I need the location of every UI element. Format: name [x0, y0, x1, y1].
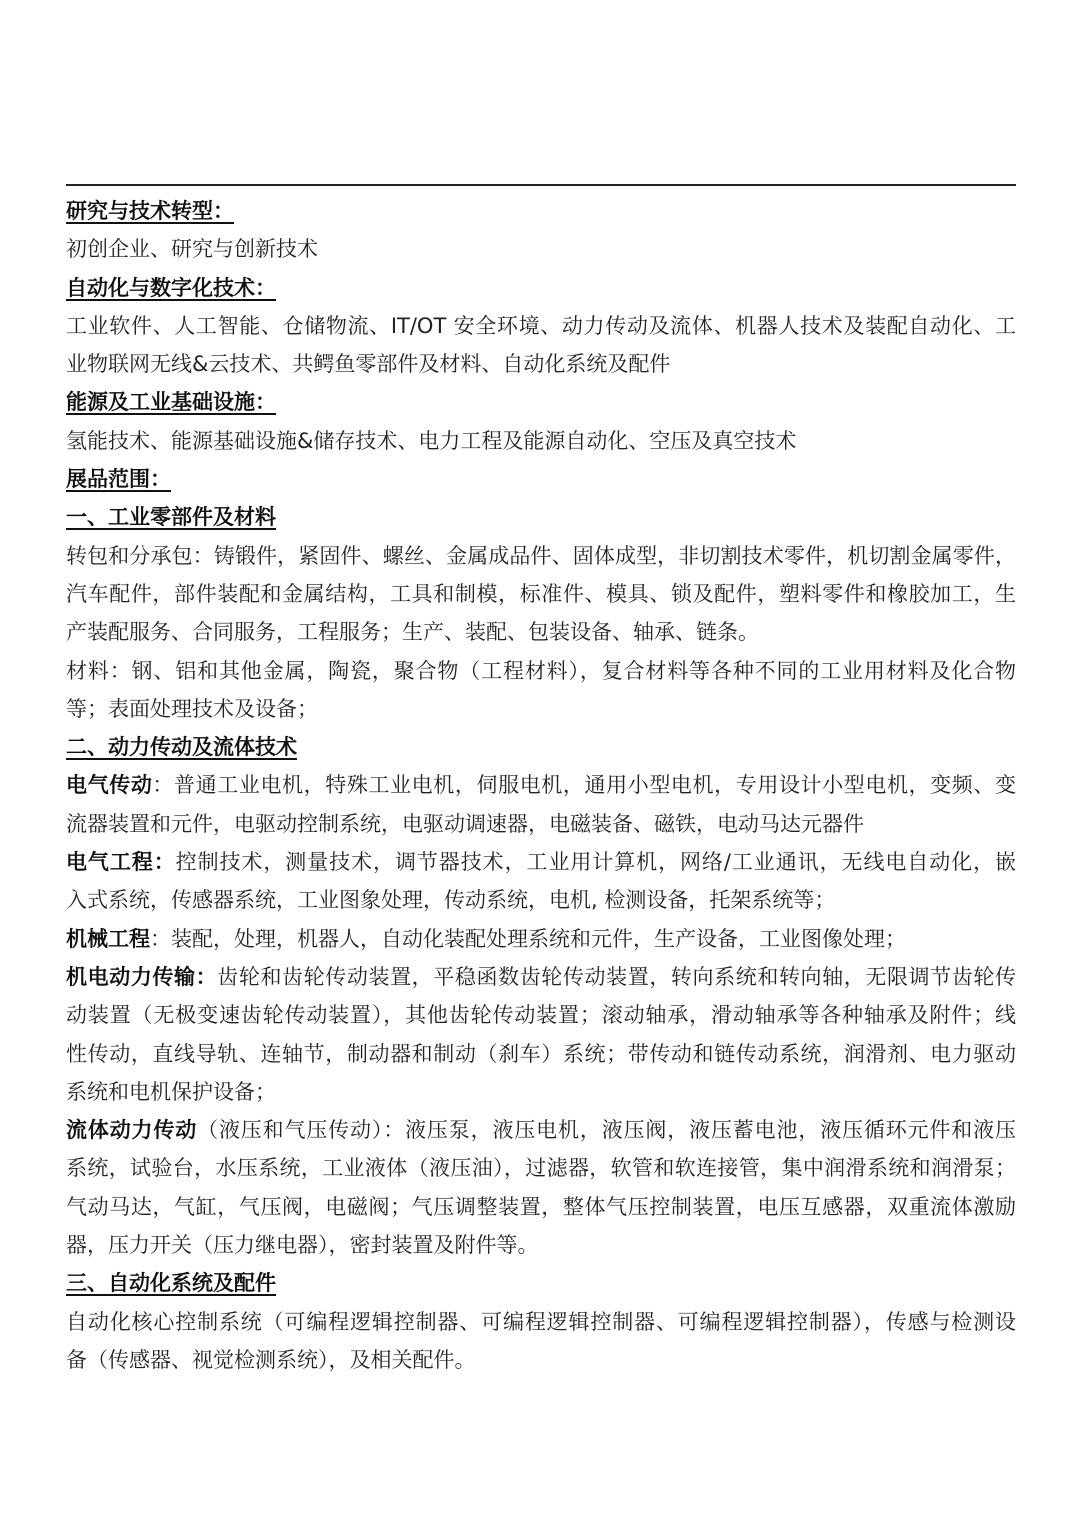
text-research: 初创企业、研究与创新技术 — [66, 237, 318, 262]
heading-energy: 能源及工业基础设施： — [66, 390, 276, 415]
heading-industrial-parts: 一、工业零部件及材料 — [66, 505, 276, 530]
label-fluid: 流体动力传动 — [66, 1118, 198, 1143]
text-mechatronic-line-1: 机电动力传输：齿轮和齿轮传动装置，平稳函数齿轮传动装置，转向系统和转向轴，无限调节齿轮传 — [66, 964, 1016, 989]
text-mechanical-eng-line-1: 机械工程：装配，处理，机器人，自动化装配处理系统和元件，生产设备，工业图像处理； — [66, 926, 906, 951]
label-electric-drive: 电气传动 — [66, 773, 153, 798]
text-subcontract-line-1: 转包和分承包：铸锻件，紧固件、螺丝、金属成品件、固体成型，非切割技术零件，机切割金属零件， — [66, 543, 1016, 568]
text-mechatronic-line-4: 系统和电机保护设备； — [66, 1079, 276, 1104]
text-automation-sys-line-2: 备（传感器、视觉检测系统），及相关配件。 — [66, 1347, 476, 1372]
text-automation-line-2: 业物联网无线&云技术、共鳄鱼零部件及材料、自动化系统及配件 — [66, 352, 671, 377]
heading-automation-systems: 三、自动化系统及配件 — [66, 1271, 276, 1296]
text-mechatronic-line-3: 性传动，直线导轨、连轴节，制动器和制动（刹车）系统；带传动和链传动系统，润滑剂、电力驱动 — [66, 1041, 1016, 1066]
text-automation-line-1: 工业软件、人工智能、仓储物流、IT/OT 安全环境、动力传动及流体、机器人技术及装配自动化、工 — [66, 313, 1016, 338]
text-subcontract-line-2: 汽车配件，部件装配和金属结构，工具和制模，标准件、模具、锁及配件，塑料零件和橡胶加工，生 — [66, 581, 1016, 606]
text-fluid-line-4: 器，压力开关（压力继电器），密封装置及附件等。 — [66, 1233, 539, 1258]
heading-exhibit-scope: 展品范围： — [66, 467, 171, 492]
heading-research: 研究与技术转型： — [66, 199, 234, 223]
text-electric-drive-line-2: 流器装置和元件，电驱动控制系统，电驱动调速器，电磁装备、磁铁，电动马达元器件 — [66, 811, 864, 836]
label-electrical-eng: 电气工程： — [66, 850, 176, 875]
label-mechanical-eng: 机械工程 — [66, 926, 150, 951]
text-fluid-line-3: 气动马达，气缸，气压阀，电磁阀；气压调整装置，整体气压控制装置，电压互感器，双重流体激励 — [66, 1194, 1016, 1219]
text-subcontract-line-3: 产装配服务、合同服务，工程服务；生产、装配、包装设备、轴承、链条。 — [66, 620, 759, 645]
text-automation-sys-line-1: 自动化核心控制系统（可编程逻辑控制器、可编程逻辑控制器、可编程逻辑控制器），传感与检测设 — [66, 1309, 1016, 1334]
text-fluid-line-2: 系统，试验台，水压系统，工业液体（液压油），过滤器，软管和软连接管，集中润滑系统和润滑泵； — [66, 1156, 1016, 1181]
heading-power-transmission: 二、动力传动及流体技术 — [66, 735, 297, 760]
label-mechatronic: 机电动力传输： — [66, 964, 218, 989]
text-electrical-eng-line-2: 入式系统，传感器系统，工业图象处理，传动系统，电机, 检测设备，托架系统等； — [66, 888, 836, 913]
text-electric-drive-line-1: 电气传动：普通工业电机，特殊工业电机，伺服电机，通用小型电机，专用设计小型电机，变频、变 — [66, 773, 1016, 798]
text-electrical-eng-line-1: 电气工程：控制技术，测量技术，调节器技术，工业用计算机，网络/工业通讯，无线电自动化，嵌 — [66, 850, 1016, 875]
text-materials-line-1: 材料：钢、铝和其他金属，陶瓷，聚合物（工程材料），复合材料等各种不同的工业用材料及化合物 — [66, 658, 1016, 683]
heading-automation-digital: 自动化与数字化技术： — [66, 275, 276, 300]
text-energy: 氢能技术、能源基础设施&储存技术、电力工程及能源自动化、空压及真空技术 — [66, 428, 797, 453]
document-page — [66, 184, 1016, 1379]
text-mechatronic-line-2: 动装置（无极变速齿轮传动装置），其他齿轮传动装置；滚动轴承，滑动轴承等各种轴承及附件；线 — [66, 1003, 1016, 1028]
text-materials-line-2: 等；表面处理技术及设备； — [66, 696, 318, 721]
text-fluid-line-1: 流体动力传动（液压和气压传动）：液压泵，液压电机，液压阀，液压蓄电池，液压循环元件和液压 — [66, 1118, 1016, 1143]
header-rule — [66, 184, 1016, 186]
